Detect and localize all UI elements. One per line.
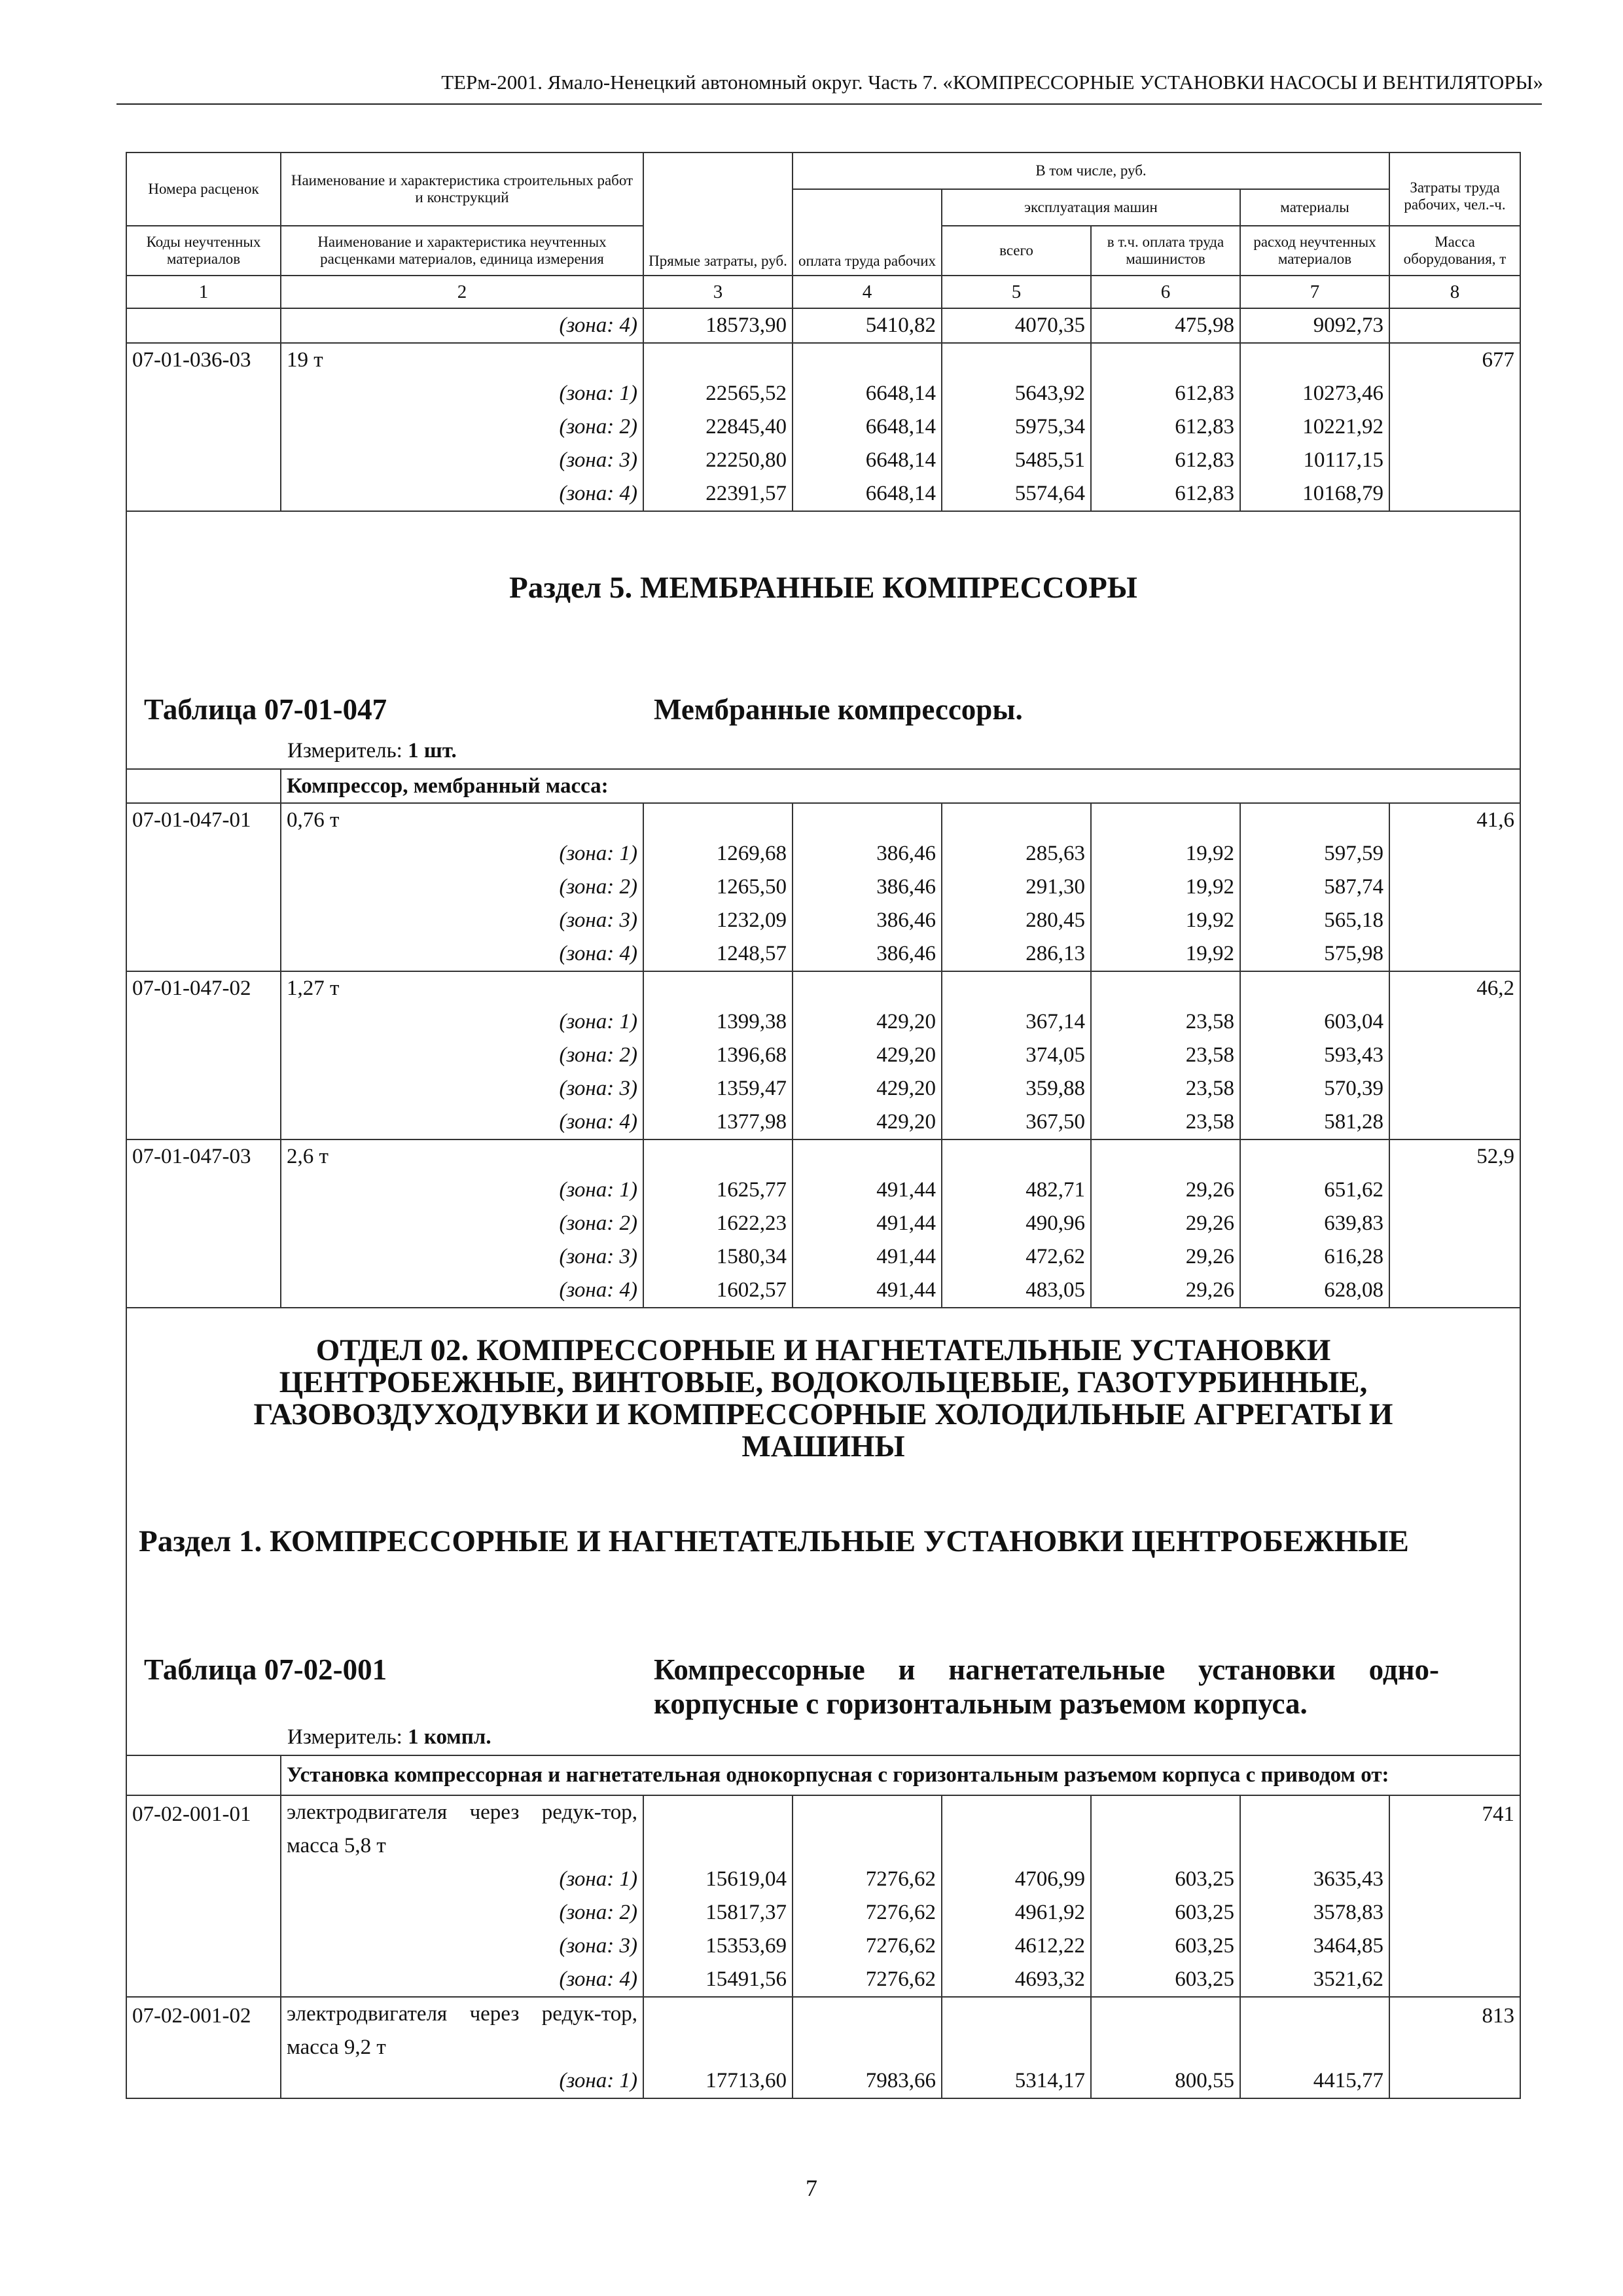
- labor-wages-cell: 491,44: [793, 1207, 942, 1240]
- zone-label: (зона: 3): [281, 1072, 643, 1105]
- machine-total-cell: 4706,99: [942, 1863, 1091, 1896]
- direct-costs-cell: 1265,50: [643, 870, 793, 904]
- zone-row: [126, 1274, 1520, 1308]
- item-row: [126, 1795, 1520, 1863]
- zone-label: (зона: 4): [281, 1274, 643, 1308]
- zone-row: [126, 1039, 1520, 1072]
- zone-label: (зона: 2): [281, 1207, 643, 1240]
- direct-costs-cell: 15491,56: [643, 1963, 793, 1997]
- header-incl-rub: В том числе, руб.: [793, 152, 1389, 189]
- zone-row: [126, 377, 1520, 410]
- machine-total-cell: 286,13: [942, 937, 1091, 971]
- direct-costs-cell: 22250,80: [643, 444, 793, 477]
- direct-costs-cell: 1377,98: [643, 1105, 793, 1139]
- machinists-cell: 612,83: [1091, 477, 1240, 511]
- item-row: [126, 343, 1520, 377]
- zone-label: (зона: 2): [281, 1039, 643, 1072]
- materials-cell: 9092,73: [1240, 308, 1389, 343]
- machinists-cell: 29,26: [1091, 1174, 1240, 1207]
- header-incl-machinists: в т.ч. оплата труда машинистов: [1091, 226, 1240, 276]
- zone-label: (зона: 1): [281, 1174, 643, 1207]
- direct-costs-cell: 1399,38: [643, 1005, 793, 1039]
- zone-row: [126, 1896, 1520, 1929]
- table-label: Таблица 07-01-047: [144, 693, 387, 726]
- materials-cell: 10221,92: [1240, 410, 1389, 444]
- zone-row: [126, 1174, 1520, 1207]
- machinists-cell: 19,92: [1091, 904, 1240, 937]
- table-name: [654, 1653, 1439, 1721]
- machine-total-cell: 285,63: [942, 837, 1091, 870]
- direct-costs-cell: 15353,69: [643, 1929, 793, 1963]
- machinists-cell: 612,83: [1091, 444, 1240, 477]
- zone-label: (зона: 3): [281, 904, 643, 937]
- table-name-line: Компрессорные и нагнетательные установки одно-: [654, 1653, 1439, 1686]
- running-header: ТЕРм-2001. Ямало-Ненецкий автономный округ. Часть 7. «КОМПРЕССОРНЫЕ УСТАНОВКИ НАСОСЫ И ВЕНТИЛЯТОРЫ»: [441, 71, 1543, 94]
- item-name: 0,76 т: [281, 803, 643, 837]
- zone-row: [126, 477, 1520, 511]
- zone-row: [126, 1863, 1520, 1896]
- materials-cell: 616,28: [1240, 1240, 1389, 1274]
- zone-label: (зона: 1): [281, 2064, 643, 2098]
- machinists-cell: 23,58: [1091, 1072, 1240, 1105]
- machine-total-cell: 280,45: [942, 904, 1091, 937]
- labor-wages-cell: 386,46: [793, 904, 942, 937]
- zone-label: (зона: 1): [281, 1005, 643, 1039]
- zone-row: [126, 1240, 1520, 1274]
- group-label-row: [126, 769, 1520, 803]
- department-title-line: ГАЗОВОЗДУХОДУВКИ И КОМПРЕССОРНЫЕ ХОЛОДИЛЬНЫЕ АГРЕГАТЫ И: [253, 1397, 1393, 1431]
- zone-row: [126, 1207, 1520, 1240]
- machinists-cell: 603,25: [1091, 1863, 1240, 1896]
- header-equipment-mass: Масса оборудования, т: [1389, 226, 1520, 276]
- item-name: электродвигателя через редук-тор, масса 5,8 т: [281, 1795, 643, 1863]
- zone-row: [126, 870, 1520, 904]
- machine-total-cell: 490,96: [942, 1207, 1091, 1240]
- materials-cell: 587,74: [1240, 870, 1389, 904]
- item-name: 2,6 т: [281, 1139, 643, 1174]
- item-name: электродвигателя через редук-тор, масса 9,2 т: [281, 1997, 643, 2064]
- group-label-row: [126, 1755, 1520, 1795]
- empty-cell: [126, 308, 281, 343]
- empty-cell: [1389, 308, 1520, 343]
- labor-wages-cell: 7276,62: [793, 1963, 942, 1997]
- labor-wages-cell: 7276,62: [793, 1929, 942, 1963]
- labor-wages-cell: 491,44: [793, 1240, 942, 1274]
- zone-label: (зона: 1): [281, 1863, 643, 1896]
- column-number: 3: [643, 276, 793, 308]
- group-label: Компрессор, мембранный масса:: [281, 769, 1520, 803]
- machinists-cell: 612,83: [1091, 377, 1240, 410]
- direct-costs-cell: 18573,90: [643, 308, 793, 343]
- labor-wages-cell: 429,20: [793, 1039, 942, 1072]
- machine-total-cell: 482,71: [942, 1174, 1091, 1207]
- zone-row: [126, 837, 1520, 870]
- zone-row: [126, 410, 1520, 444]
- labor-wages-cell: 6648,14: [793, 410, 942, 444]
- item-row: [126, 803, 1520, 837]
- header-material-codes: Коды неучтенных материалов: [126, 226, 281, 276]
- materials-cell: 628,08: [1240, 1274, 1389, 1308]
- header-rule: [116, 103, 1542, 105]
- zone-label: (зона: 4): [281, 1963, 643, 1997]
- labor-wages-cell: 6648,14: [793, 377, 942, 410]
- department-title: [127, 1335, 1520, 1463]
- header-work-name: Наименование и характеристика строительных работ и конструкций: [281, 152, 643, 226]
- machine-total-cell: 4070,35: [942, 308, 1091, 343]
- labor-wages-cell: 7983,66: [793, 2064, 942, 2098]
- machinists-cell: 19,92: [1091, 870, 1240, 904]
- direct-costs-cell: 1269,68: [643, 837, 793, 870]
- labor-wages-cell: 6648,14: [793, 444, 942, 477]
- direct-costs-cell: 22845,40: [643, 410, 793, 444]
- table-label: Таблица 07-02-001: [144, 1653, 387, 1686]
- column-number: 2: [281, 276, 643, 308]
- zone-label: (зона: 2): [281, 1896, 643, 1929]
- machine-total-cell: 5643,92: [942, 377, 1091, 410]
- machine-total-cell: 359,88: [942, 1072, 1091, 1105]
- rate-code: 07-02-001-01: [126, 1795, 281, 1863]
- machinists-cell: 603,25: [1091, 1929, 1240, 1963]
- direct-costs-cell: 1232,09: [643, 904, 793, 937]
- item-row: [126, 971, 1520, 1005]
- zone-label: (зона: 4): [281, 477, 643, 511]
- machinists-cell: 612,83: [1091, 410, 1240, 444]
- machinists-cell: 603,25: [1091, 1896, 1240, 1929]
- machine-total-cell: 5485,51: [942, 444, 1091, 477]
- labor-wages-cell: 6648,14: [793, 477, 942, 511]
- direct-costs-cell: 22565,52: [643, 377, 793, 410]
- machine-total-cell: 4693,32: [942, 1963, 1091, 1997]
- materials-cell: 593,43: [1240, 1039, 1389, 1072]
- header-total: всего: [942, 226, 1091, 276]
- machine-total-cell: 483,05: [942, 1274, 1091, 1308]
- labor-wages-cell: 491,44: [793, 1274, 942, 1308]
- machine-total-cell: 291,30: [942, 870, 1091, 904]
- zone-label: (зона: 1): [281, 837, 643, 870]
- page-number: 7: [806, 2175, 817, 2201]
- labor-hours-cell: 677: [1389, 343, 1520, 377]
- machine-total-cell: 472,62: [942, 1240, 1091, 1274]
- department-block: [126, 1308, 1520, 1755]
- zone-label: (зона: 4): [281, 308, 643, 343]
- zone-row: [126, 444, 1520, 477]
- measure-label: Измеритель:: [287, 1725, 402, 1749]
- machinists-cell: 19,92: [1091, 837, 1240, 870]
- header-material-names: Наименование и характеристика неучтенных расценками материалов, единица измерения: [281, 226, 643, 276]
- table-name: Мембранные компрессоры.: [654, 693, 1023, 726]
- machine-total-cell: 4961,92: [942, 1896, 1091, 1929]
- labor-wages-cell: 429,20: [793, 1072, 942, 1105]
- zone-label: (зона: 2): [281, 870, 643, 904]
- zone-label: (зона: 4): [281, 937, 643, 971]
- measure-line: [287, 1721, 491, 1754]
- header-worker-labor: Затраты труда рабочих, чел.-ч.: [1389, 152, 1520, 226]
- labor-hours-cell: 52,9: [1389, 1139, 1520, 1174]
- machine-total-cell: 374,05: [942, 1039, 1091, 1072]
- machinists-cell: 29,26: [1091, 1274, 1240, 1308]
- machinists-cell: 23,58: [1091, 1039, 1240, 1072]
- group-label: Установка компрессорная и нагнетательная однокорпусная с горизонтальным разъемом корпуса с приводом от:: [281, 1755, 1520, 1795]
- labor-wages-cell: 429,20: [793, 1005, 942, 1039]
- machinists-cell: 475,98: [1091, 308, 1240, 343]
- section-block: [126, 511, 1520, 769]
- rate-code: 07-01-047-01: [126, 803, 281, 837]
- zone-label: (зона: 4): [281, 1105, 643, 1139]
- labor-hours-cell: 813: [1389, 1997, 1520, 2064]
- department-title-line: ОТДЕЛ 02. КОМПРЕССОРНЫЕ И НАГНЕТАТЕЛЬНЫЕ УСТАНОВКИ: [315, 1333, 1331, 1367]
- labor-wages-cell: 5410,82: [793, 308, 942, 343]
- header-material-consumption: расход неучтенных материалов: [1240, 226, 1389, 276]
- department-title-line: МАШИНЫ: [741, 1429, 905, 1463]
- zone-label: (зона: 3): [281, 444, 643, 477]
- zone-label: (зона: 2): [281, 410, 643, 444]
- materials-cell: 3521,62: [1240, 1963, 1389, 1997]
- column-number: 6: [1091, 276, 1240, 308]
- direct-costs-cell: 1602,57: [643, 1274, 793, 1308]
- zone-row: [126, 1072, 1520, 1105]
- measure-line: [287, 734, 457, 768]
- machinists-cell: 29,26: [1091, 1207, 1240, 1240]
- direct-costs-cell: 15817,37: [643, 1896, 793, 1929]
- labor-wages-cell: 386,46: [793, 837, 942, 870]
- labor-wages-cell: 429,20: [793, 1105, 942, 1139]
- labor-wages-cell: 7276,62: [793, 1863, 942, 1896]
- table-name-line: корпусные с горизонтальным разъемом корпуса.: [654, 1687, 1308, 1720]
- materials-cell: 3635,43: [1240, 1863, 1389, 1896]
- column-number: 1: [126, 276, 281, 308]
- direct-costs-cell: 1622,23: [643, 1207, 793, 1240]
- materials-cell: 570,39: [1240, 1072, 1389, 1105]
- materials-cell: 639,83: [1240, 1207, 1389, 1240]
- labor-hours-cell: 46,2: [1389, 971, 1520, 1005]
- item-name: 19 т: [281, 343, 643, 377]
- machinists-cell: 19,92: [1091, 937, 1240, 971]
- rates-table: [126, 152, 1521, 2099]
- materials-cell: 10168,79: [1240, 477, 1389, 511]
- measure-value: 1 компл.: [408, 1725, 491, 1749]
- machine-total-cell: 5314,17: [942, 2064, 1091, 2098]
- machinists-cell: 800,55: [1091, 2064, 1240, 2098]
- measure-label: Измеритель:: [287, 739, 402, 762]
- materials-cell: 597,59: [1240, 837, 1389, 870]
- column-number: 7: [1240, 276, 1389, 308]
- machinists-cell: 603,25: [1091, 1963, 1240, 1997]
- item-name: 1,27 т: [281, 971, 643, 1005]
- materials-cell: 581,28: [1240, 1105, 1389, 1139]
- column-number: 8: [1389, 276, 1520, 308]
- zone-label: (зона: 1): [281, 377, 643, 410]
- direct-costs-cell: 1580,34: [643, 1240, 793, 1274]
- materials-cell: 565,18: [1240, 904, 1389, 937]
- zone-row: [126, 1929, 1520, 1963]
- direct-costs-cell: 1625,77: [643, 1174, 793, 1207]
- labor-wages-cell: 7276,62: [793, 1896, 942, 1929]
- section-title: Раздел 1. КОМПРЕССОРНЫЕ И НАГНЕТАТЕЛЬНЫЕ УСТАНОВКИ ЦЕНТРОБЕЖНЫЕ: [139, 1524, 1409, 1558]
- zone-row: [126, 1005, 1520, 1039]
- item-row: [126, 1139, 1520, 1174]
- direct-costs-cell: 22391,57: [643, 477, 793, 511]
- zone-row: [126, 1963, 1520, 1997]
- department-title-line: ЦЕНТРОБЕЖНЫЕ, ВИНТОВЫЕ, ВОДОКОЛЬЦЕВЫЕ, ГАЗОТУРБИННЫЕ,: [279, 1365, 1368, 1399]
- machinists-cell: 23,58: [1091, 1005, 1240, 1039]
- column-number: 5: [942, 276, 1091, 308]
- carryover-row: [126, 308, 1520, 343]
- machine-total-cell: 4612,22: [942, 1929, 1091, 1963]
- materials-cell: 575,98: [1240, 937, 1389, 971]
- labor-hours-cell: 741: [1389, 1795, 1520, 1863]
- materials-cell: 10117,15: [1240, 444, 1389, 477]
- header-labor-wages: оплата труда рабочих: [793, 189, 942, 276]
- header-direct-costs: Прямые затраты, руб.: [643, 152, 793, 276]
- machine-total-cell: 5975,34: [942, 410, 1091, 444]
- rate-code: 07-02-001-02: [126, 1997, 281, 2064]
- zone-row: [126, 904, 1520, 937]
- zone-row: [126, 1105, 1520, 1139]
- zone-row: [126, 2064, 1520, 2098]
- rate-code: 07-01-047-02: [126, 971, 281, 1005]
- header-materials: материалы: [1240, 189, 1389, 226]
- header-rate-numbers: Номера расценок: [126, 152, 281, 226]
- machinists-cell: 23,58: [1091, 1105, 1240, 1139]
- direct-costs-cell: 15619,04: [643, 1863, 793, 1896]
- labor-wages-cell: 386,46: [793, 870, 942, 904]
- header-machine-operation: эксплуатация машин: [942, 189, 1240, 226]
- labor-wages-cell: 491,44: [793, 1174, 942, 1207]
- materials-cell: 3578,83: [1240, 1896, 1389, 1929]
- zone-label: (зона: 3): [281, 1240, 643, 1274]
- direct-costs-cell: 1359,47: [643, 1072, 793, 1105]
- direct-costs-cell: 17713,60: [643, 2064, 793, 2098]
- machine-total-cell: 367,14: [942, 1005, 1091, 1039]
- materials-cell: 603,04: [1240, 1005, 1389, 1039]
- direct-costs-cell: 1248,57: [643, 937, 793, 971]
- labor-wages-cell: 386,46: [793, 937, 942, 971]
- materials-cell: 4415,77: [1240, 2064, 1389, 2098]
- direct-costs-cell: 1396,68: [643, 1039, 793, 1072]
- rate-code: 07-01-036-03: [126, 343, 281, 377]
- measure-value: 1 шт.: [408, 739, 457, 762]
- rate-code: 07-01-047-03: [126, 1139, 281, 1174]
- section-title: Раздел 5. МЕМБРАННЫЕ КОМПРЕССОРЫ: [509, 571, 1137, 605]
- machinists-cell: 29,26: [1091, 1240, 1240, 1274]
- labor-hours-cell: 41,6: [1389, 803, 1520, 837]
- column-number: 4: [793, 276, 942, 308]
- zone-row: [126, 937, 1520, 971]
- machine-total-cell: 5574,64: [942, 477, 1091, 511]
- materials-cell: 3464,85: [1240, 1929, 1389, 1963]
- column-number-row: [126, 276, 1520, 308]
- machine-total-cell: 367,50: [942, 1105, 1091, 1139]
- zone-label: (зона: 3): [281, 1929, 643, 1963]
- materials-cell: 10273,46: [1240, 377, 1389, 410]
- materials-cell: 651,62: [1240, 1174, 1389, 1207]
- item-row: [126, 1997, 1520, 2064]
